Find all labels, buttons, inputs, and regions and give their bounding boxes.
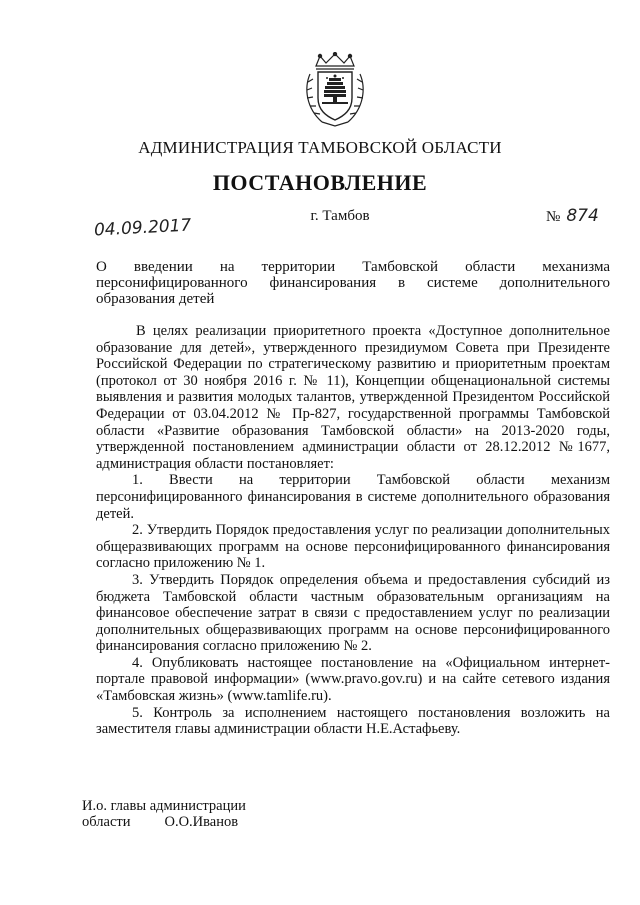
tambov-coat-of-arms-emblem	[302, 52, 368, 128]
decree-item-4: 4. Опубликовать настоящее постановление на «Официальном интернет-портале правовой информации» (www.pravo.gov.ru) и на сайте сетевого издания «Тамбовская жизнь» (www.tamlife.ru).	[96, 654, 610, 705]
decree-item-5: 5. Контроль за исполнением настоящего постановления возложить на заместителя главы администрации области Н.Е.Астафьеву.	[96, 704, 610, 738]
decree-item-2: 2. Утвердить Порядок предоставления услуг по реализации дополнительных общеразвивающих программ на основе персонифицированного финансирования согласно приложению № 1.	[96, 522, 610, 572]
signer-title-suffix: области	[82, 814, 131, 830]
document-number	[546, 206, 599, 226]
number-value: 874	[566, 206, 599, 226]
decree-item-1: 1. Ввести на территории Тамбовской области механизм персонифицированного финансирования в системе дополнительного образования детей.	[96, 472, 610, 522]
number-label: №	[546, 209, 561, 225]
signer-title: И.о. главы администрации	[82, 798, 246, 814]
document-city: г. Тамбов	[310, 208, 370, 224]
decree-item-3: 3. Утвердить Порядок определения объема и предоставления субсидий из бюджета Тамбовской области частным образовательным организациям на финансовое обеспечение затрат в связи с предоставлением услуг по реализации дополнительных общеразвивающих программ на основе персонифицированного финансирования согласно приложению № 2.	[96, 571, 610, 655]
organization-name: АДМИНИСТРАЦИЯ ТАМБОВСКОЙ ОБЛАСТИ	[138, 138, 502, 157]
document-type-title: ПОСТАНОВЛЕНИЕ	[212, 170, 428, 195]
document-subject: О введении на территории Тамбовской области механизма персонифицированного финансирования в системе дополнительного образования детей	[96, 259, 610, 307]
signature-block	[82, 798, 246, 830]
document-date: 04.09.2017	[93, 215, 192, 241]
preamble-paragraph: В целях реализации приоритетного проекта «Доступное дополнительное образование для детей», утвержденного президиумом Совета при Президенте Российской Федерации по стратегическому развитию и приоритетным проектам (протокол от 30 ноября 2016 г. № 11), Концепции общенациональной системы выявления и развития молодых талантов, утвержденной Президентом Российской Федерации от 03.04.2012 № Пр-827, государственной программы Тамбовской области «Развитие образования Тамбовской области» на 2013-2020 годы, утвержденной постановлением администрации области от 28.12.2012 №1677, администрация области постановляет:	[96, 323, 610, 472]
signer-name: О.О.Иванов	[164, 814, 239, 830]
document-body	[96, 323, 610, 738]
